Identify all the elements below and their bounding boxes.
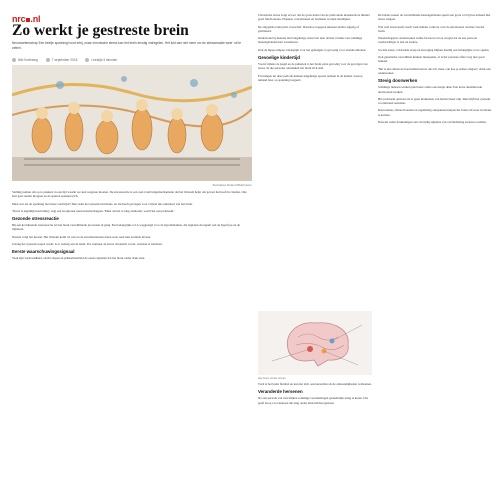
- article-column-2-continued: [258, 382, 372, 408]
- hero-illustration-drawing: [12, 65, 252, 181]
- section-heading: Eerste waarschuwingssignaal: [12, 249, 75, 255]
- author[interactable]: [12, 58, 38, 62]
- paragraph: Onderzoek bij mensen met langdurige stress laat zien dat het volume van sommige hersengebieden kan veranderen.: [258, 36, 363, 45]
- paragraph: Daarna volgt het herstel. Het lichaam komt tot rust en de stresshormonen dalen weer naar hun normale niveau.: [12, 234, 151, 239]
- paragraph: Na een periode van rust blijken sommige veranderingen gedeeltelijk terug te keren. Dat geeft hoop voor mensen die lang onder druk hebben gestaan.: [258, 396, 368, 405]
- author-name: Niki Korteweg: [18, 58, 38, 62]
- brain-figure: [258, 311, 372, 375]
- paragraph: 'Stress is eigenlijk heel nuttig', zegt een hoogleraar neurowetenschappen. 'Maar als het te lang aanhoudt, wordt het een probleem.': [12, 208, 175, 213]
- hero-caption: Illustraties Roland Blokhuizen: [212, 183, 252, 187]
- figure-caption: Het brein onder stress: [258, 376, 286, 380]
- calendar-icon: [46, 58, 50, 62]
- paragraph: De amygdala raakt juist overactief. Daardoor reageren mensen sneller angstig of geïrriteerd.: [258, 24, 360, 33]
- paragraph: Ook de hippocampus, belangrijk voor het geheugen, is gevoelig voor stresshormonen.: [258, 47, 367, 52]
- paragraph: Toch is het brein flexibel en kan het zich ook herstellen als de omstandigheden verbeteren.: [258, 382, 372, 386]
- brand-name: nrc: [12, 14, 26, 24]
- section-heading: Stevig doorwerken: [378, 78, 418, 84]
- paragraph: Het probleem ontstaat als er geen momenten van herstel meer zijn. Dan blijft het systeem voortdurend aanstaan.: [378, 96, 491, 106]
- section-heading: Gezonde stressreactie: [12, 216, 59, 222]
- paragraph: Zolang het systeem soepel werkt, is er weinig aan de hand. Pas wanneer de stress chronisch wordt, ontstaan er klachten.: [12, 242, 163, 247]
- paragraph: Maar wat als de spanning niet meer verdwijnt? Dan raakt het systeem uit balans, en dat heeft gevolgen voor vrijwel elk onderdeel van het brein.: [12, 201, 193, 206]
- brain-drawing: [258, 311, 372, 375]
- publish-date-text: 7 september 2018: [51, 58, 78, 62]
- paragraph: Sommige mensen werken juist beter onder een beetje druk. Een korte deadline kan motiverend werken.: [378, 85, 483, 94]
- article-meta: [12, 58, 250, 62]
- paragraph: 'Het is niet alleen de hoeveelheid stress die telt, maar ook hoe je ermee omgaat', aldus een onderzoeker.: [378, 66, 491, 75]
- paragraph: Vaak zijn vermoeidheid, slecht slapen en prikkelbaarheid de eerste signalen dat het brein onder druk staat.: [12, 256, 146, 261]
- paragraph: Stelling nemen om op te pakken: in een tijd waarin we snel reageren moeten. De stressreactie is een oud overlevingsmechanisme dat het lichaam helpt om gevaar het hoofd te bieden. Ons hart gaat sneller kloppen en de spieren spannen zich.: [12, 190, 247, 199]
- reading-time: [85, 58, 117, 62]
- paragraph: Ook genetische verschillen kunnen meespelen, al is het precieze effect nog niet goed bekend.: [378, 55, 485, 64]
- publish-date: [46, 58, 78, 62]
- paragraph: Rust nemen, afstand houden en regelmatig ontspannen helpen het brein om weer in balans te komen.: [378, 108, 492, 117]
- section-heading: Veranderde hersenen: [258, 389, 303, 395]
- article-lede: Neurowetenschap Een beetje spanning hoort erbij, maar chronische stress kan het brein ernstig ontregelen. Het lukt dan niet meer om de stressreactie weer 'uit te zetten'.: [12, 41, 241, 50]
- author-icon: [12, 58, 16, 62]
- paragraph: Chronische stress zorgt ervoor dat de grote delen van de prefrontale hersenschors minder goed functioneren. Plannen, concentreren en beslissen worden moeilijker.: [258, 13, 370, 22]
- paragraph: Wie veel stress heeft, heeft vaak minder controle over de emotionele reacties van het brein.: [378, 24, 485, 33]
- article-column-1: [12, 190, 250, 264]
- article-title: Zo werkt je gestreste brein: [12, 22, 189, 39]
- reading-time-text: Leestijd 4 minuten: [91, 58, 118, 62]
- section-heading: Gevoelige kindertijd: [258, 55, 300, 61]
- paragraph: Vooral tijdens de jeugd en de puberteit is het brein extra gevoelig voor de gevolgen van stress. In die periodes ontwikkelt het brein zich snel.: [258, 62, 368, 71]
- brand-suffix: .nl: [30, 14, 41, 24]
- paragraph: Daarom raden deskundigen aan om tijdig signalen van overbelasting serieus te nemen.: [378, 120, 487, 125]
- paragraph: De balans tussen de verschillende hersengebieden speelt een grote rol bij hoe iemand met stress omgaat.: [378, 13, 491, 22]
- paragraph: Sociale steun, voldoende slaap en beweging blijken daarbij een belangrijke rol te spelen.: [378, 47, 490, 52]
- hero-illustration: [12, 65, 252, 181]
- paragraph: Bij een kortdurende stressreactie zet het brein verschillende processen in gang. Een belangrijke rol is weggelegd voor de hypothalamus, die signalen doorgeeft aan de hypofyse en de bijnieren.: [12, 223, 240, 232]
- article-column-2: [258, 13, 372, 85]
- article-column-3: [378, 13, 492, 127]
- paragraph: Wetenschappers onderzoeken welke factoren ervoor zorgen dat de ene persoon veerkrachtiger is dan de andere.: [378, 36, 478, 45]
- paragraph: Ervaringen uit deze periode kunnen langdurige sporen nalaten in de manier waarop iemand later op spanning reageert.: [258, 73, 363, 82]
- clock-icon: [85, 58, 89, 62]
